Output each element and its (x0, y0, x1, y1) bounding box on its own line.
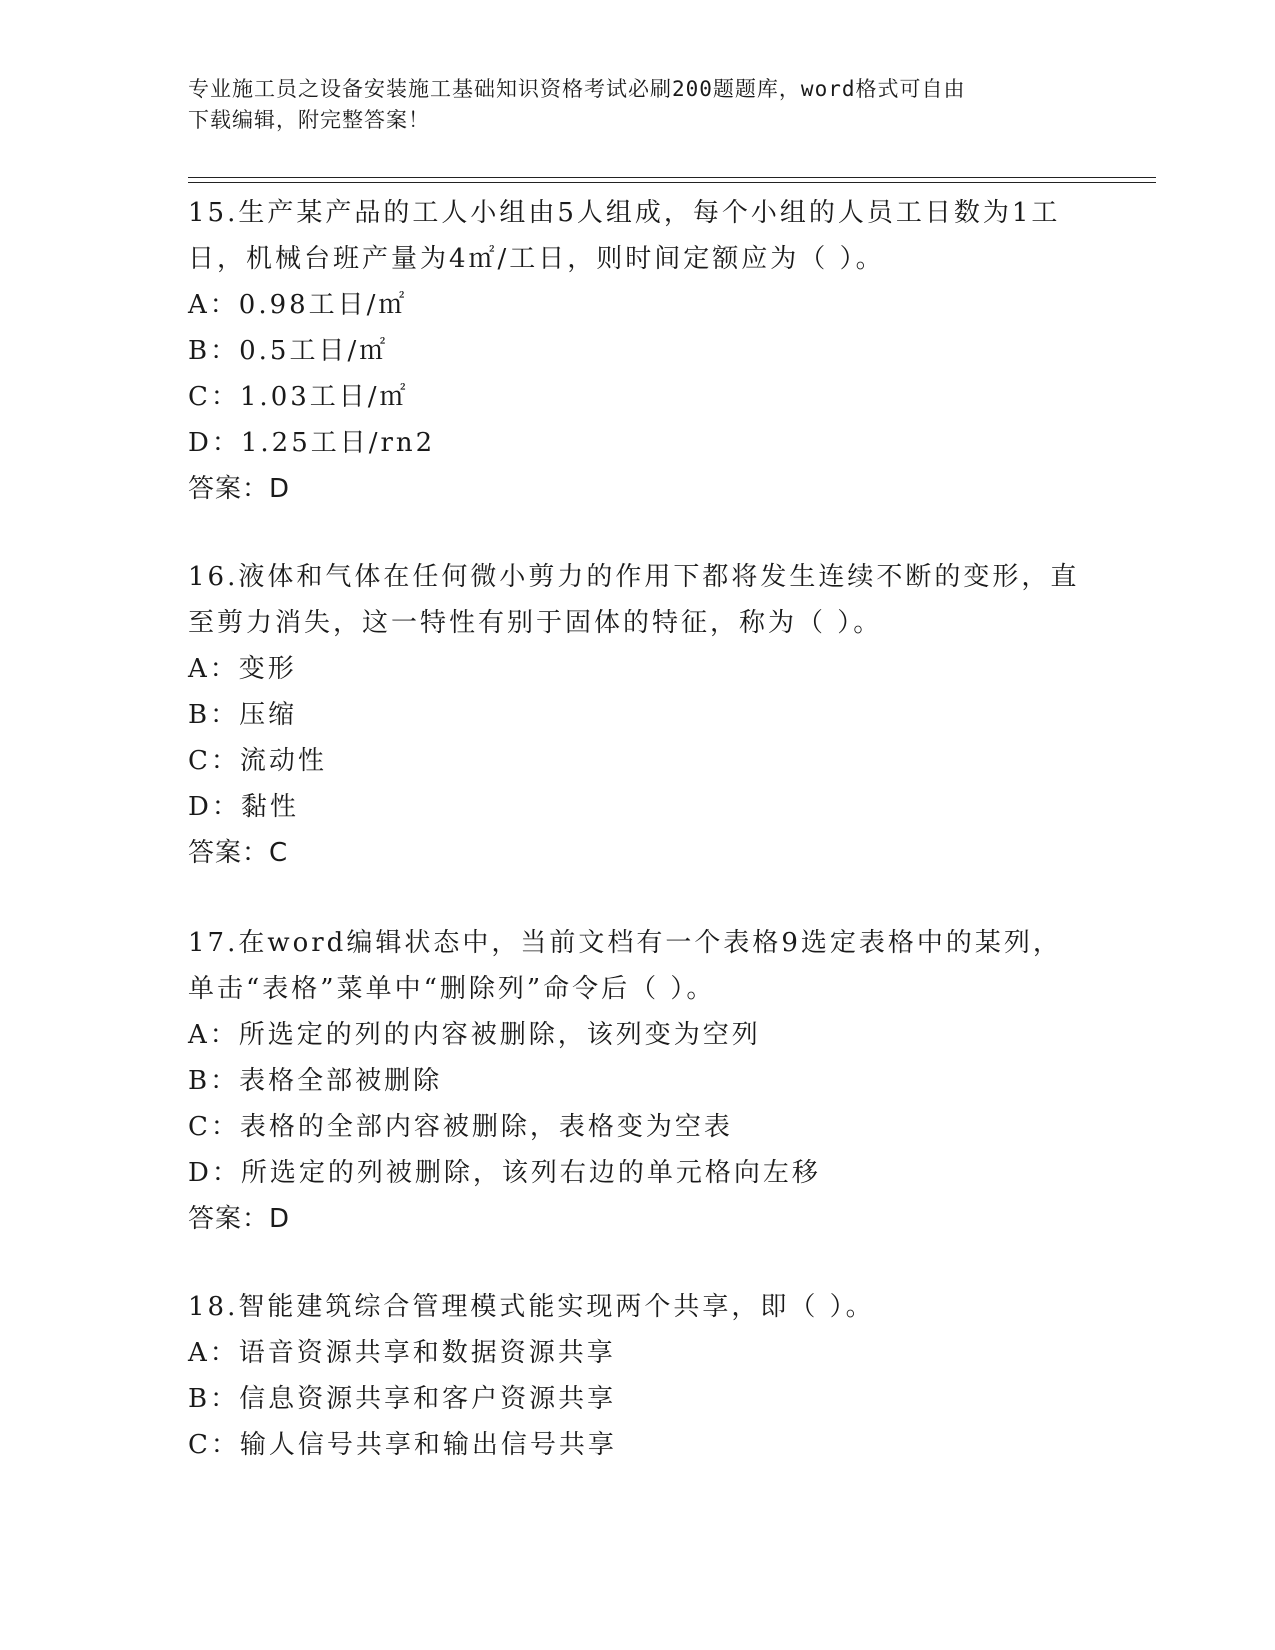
question-stem-line: 15.生产某产品的工人小组由5人组成，每个小组的人员工日数为1工 (188, 198, 1061, 228)
answer: 答案：D (188, 1204, 291, 1234)
option-c: C：输人信号共享和输出信号共享 (188, 1430, 617, 1460)
header-line-1: 专业施工员之设备安装施工基础知识资格考试必刷200题题库，word格式可自由 (188, 77, 966, 101)
question-stem-line: 日，机械台班产量为4㎡/工日，则时间定额应为（ ）。 (188, 244, 885, 274)
option-c: C：1.03工日/㎡ (188, 382, 409, 412)
question-15 (188, 190, 1108, 512)
option-c: C：表格的全部内容被删除，表格变为空表 (188, 1112, 733, 1142)
header-divider-bottom (188, 182, 1156, 183)
option-d: D：所选定的列被删除，该列右边的单元格向左移 (188, 1158, 821, 1188)
option-b: B：0.5工日/㎡ (188, 336, 389, 366)
question-stem-line: 18.智能建筑综合管理模式能实现两个共享，即（ ）。 (188, 1292, 875, 1322)
option-a: A：变形 (188, 654, 297, 684)
option-d: D：黏性 (188, 792, 299, 822)
option-c: C：流动性 (188, 746, 327, 776)
question-stem-line: 17.在word编辑状态中，当前文档有一个表格9选定表格中的某列， (188, 928, 1062, 958)
option-a: A：0.98工日/㎡ (188, 290, 408, 320)
question-stem-line: 至剪力消失，这一特性有别于固体的特征，称为（ ）。 (188, 608, 883, 638)
question-stem-line: 16.液体和气体在任何微小剪力的作用下都将发生连续不断的变形，直 (188, 562, 1080, 592)
header-line-2: 下载编辑，附完整答案！ (188, 108, 430, 132)
answer: 答案：D (188, 474, 291, 504)
question-18 (188, 1284, 1108, 1468)
question-16 (188, 554, 1108, 876)
option-a: A：所选定的列的内容被删除，该列变为空列 (188, 1020, 761, 1050)
option-b: B：信息资源共享和客户资源共享 (188, 1384, 617, 1414)
answer: 答案：C (188, 838, 289, 868)
option-a: A：语音资源共享和数据资源共享 (188, 1338, 616, 1368)
option-b: B：压缩 (188, 700, 298, 730)
header-divider-top (188, 177, 1156, 178)
question-stem-line: 单击“表格”菜单中“删除列”命令后（ ）。 (188, 974, 716, 1004)
option-d: D：1.25工日/rn2 (188, 428, 436, 458)
document-header (188, 74, 1088, 136)
option-b: B：表格全部被删除 (188, 1066, 443, 1096)
question-17 (188, 920, 1108, 1242)
